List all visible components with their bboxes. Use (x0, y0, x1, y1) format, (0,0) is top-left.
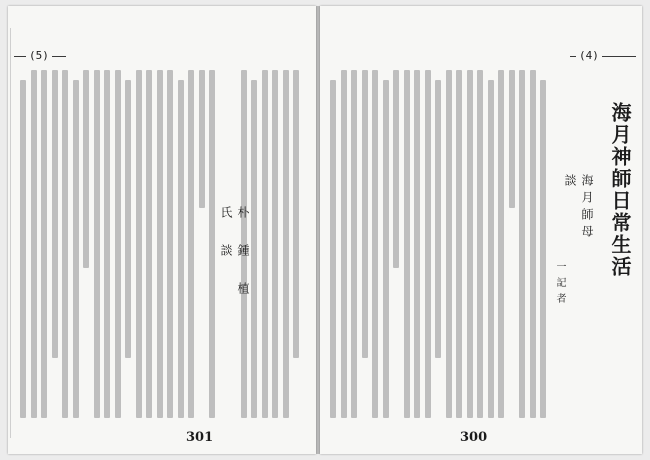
article-title: 海月神師日常生活 (608, 102, 632, 278)
text-column-placeholder (330, 80, 336, 418)
text-column-placeholder (20, 80, 26, 418)
left-page (8, 6, 316, 454)
text-column-placeholder (167, 70, 173, 418)
text-column-placeholder (341, 70, 347, 418)
text-column-placeholder (178, 80, 184, 418)
text-column-placeholder (62, 70, 68, 418)
text-column-placeholder (125, 80, 131, 358)
text-column-placeholder (104, 70, 110, 418)
text-column-placeholder (362, 70, 368, 358)
text-column-placeholder (188, 70, 194, 418)
text-column-placeholder (404, 70, 410, 418)
page-number: 300 (460, 430, 488, 445)
text-column-placeholder (414, 70, 420, 418)
body-text-columns (320, 6, 642, 454)
text-column-placeholder (41, 70, 47, 418)
body-text-columns (8, 6, 316, 454)
text-column-placeholder (83, 70, 89, 268)
text-column-placeholder (393, 70, 399, 268)
text-column-placeholder (283, 70, 289, 418)
text-column-placeholder (456, 70, 462, 418)
text-column-placeholder (383, 80, 389, 418)
text-column-placeholder (477, 70, 483, 418)
text-column-placeholder (199, 70, 205, 208)
text-column-placeholder (157, 70, 163, 418)
text-column-placeholder (467, 70, 473, 418)
page-marker: (4) (576, 50, 602, 62)
text-column-placeholder (488, 80, 494, 418)
text-column-placeholder (509, 70, 515, 208)
text-column-placeholder (94, 70, 100, 418)
text-column-placeholder (372, 70, 378, 418)
text-column-placeholder (31, 70, 37, 418)
text-column-placeholder (293, 70, 299, 358)
text-column-placeholder (519, 70, 525, 418)
text-column-placeholder (262, 70, 268, 418)
text-column-placeholder (498, 70, 504, 418)
text-column-placeholder (52, 70, 58, 358)
page-number: 301 (186, 430, 214, 445)
text-column-placeholder (73, 80, 79, 418)
text-column-placeholder (540, 80, 546, 418)
text-column-placeholder (351, 70, 357, 418)
text-column-placeholder (146, 70, 152, 418)
speaker-attribution: 朴 鍾 植 氏 談 (219, 206, 250, 300)
text-column-placeholder (435, 80, 441, 358)
text-column-placeholder (209, 70, 215, 418)
byline-speaker: 海月師母 談 (563, 174, 594, 242)
page-marker: (5) (26, 50, 52, 62)
text-column-placeholder (530, 70, 536, 418)
text-column-placeholder (136, 70, 142, 418)
right-page (320, 6, 642, 454)
byline-recorder: 一記者 (554, 261, 565, 309)
text-column-placeholder (425, 70, 431, 418)
text-column-placeholder (115, 70, 121, 418)
text-column-placeholder (272, 70, 278, 418)
text-column-placeholder (446, 70, 452, 418)
